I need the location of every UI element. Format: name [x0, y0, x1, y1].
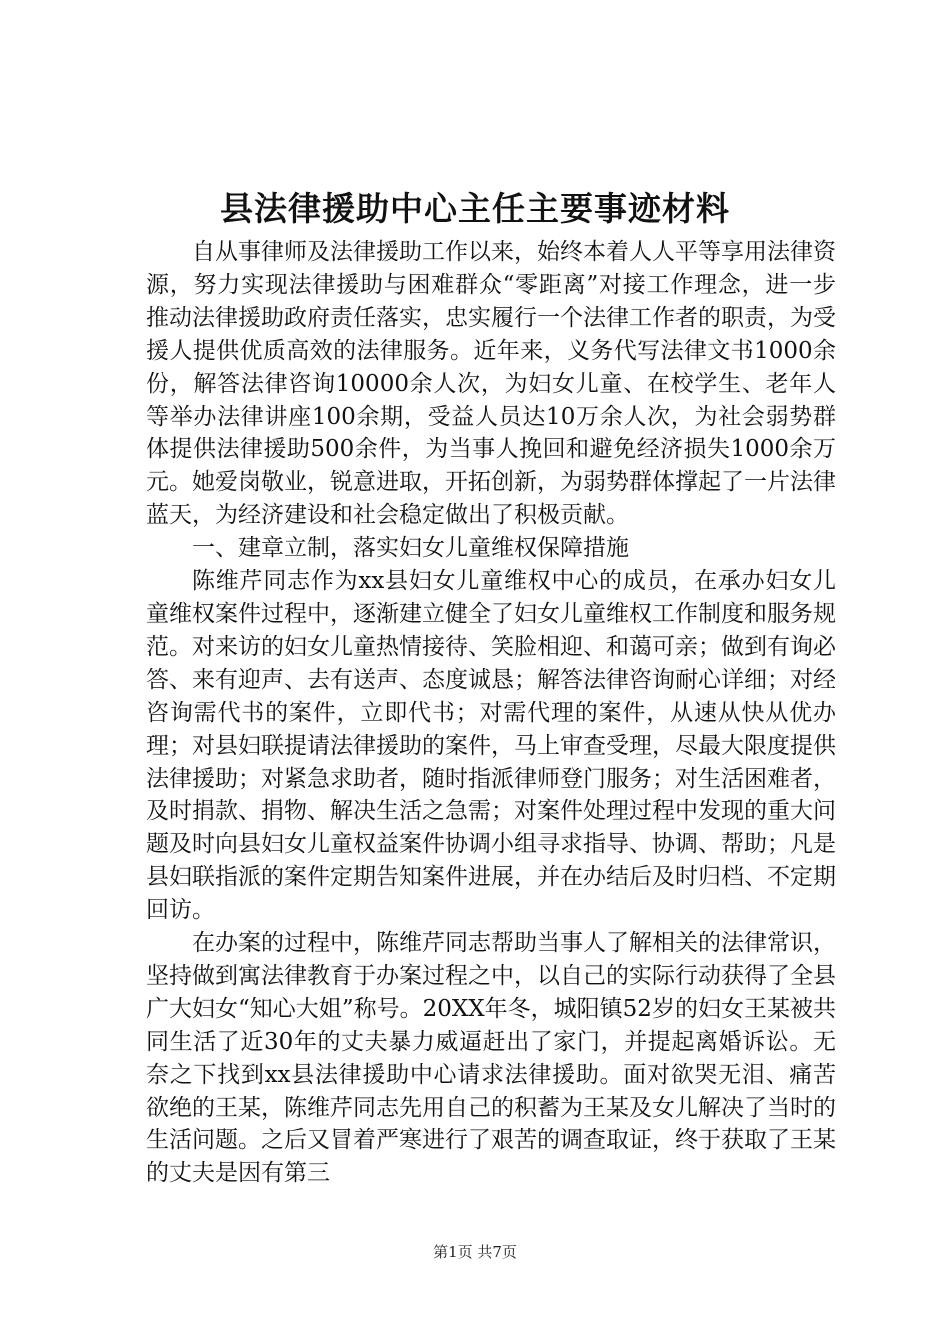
document-body [146, 236, 836, 1190]
section-paragraph: 陈维芹同志作为xx县妇女儿童维权中心的成员，在承办妇女儿童维权案件过程中，逐渐建立健全了妇女儿童维权工作制度和服务规范。对来访的妇女儿童热情接待、笑脸相迎、和蔼可亲；做到有询必答、来有迎声、去有送声、态度诚恳；解答法律咨询耐心详细；对经咨询需代书的案件，立即代书；对需代理的案件，从速从快从优办理；对县妇联提请法律援助的案件，马上审查受理，尽最大限度提供法律援助；对紧急求助者，随时指派律师登门服务；对生活困难者，及时捐款、捐物、解决生活之急需；对案件处理过程中发现的重大问题及时向县妇女儿童权益案件协调小组寻求指导、协调、帮助；凡是县妇联指派的案件定期告知案件进展，并在办结后及时归档、不定期回访。 [146, 568, 836, 924]
page-footer: 第1页 共7页 [433, 1243, 517, 1261]
document-title: 县法律援助中心主任主要事迹材料 [220, 189, 730, 228]
section-heading: 一、建章立制，落实妇女儿童维权保障措施 [192, 535, 629, 562]
case-paragraph: 在办案的过程中，陈维芹同志帮助当事人了解相关的法律常识，坚持做到寓法律教育于办案过程之中，以自己的实际行动获得了全县广大妇女“知心大姐”称号。20XX年冬，城阳镇52岁的妇女王某被共同生活了近30年的丈夫暴力威逼赶出了家门，并提起离婚诉讼。无奈之下找到xx县法律援助中心请求法律援助。面对欲哭无泪、痛苦欲绝的王某，陈维芹同志先用自己的积蓄为王某及女儿解决了当时的生活问题。之后又冒着严寒进行了艰苦的调查取证，终于获取了王某的丈夫是因有第三 [146, 930, 836, 1187]
intro-paragraph: 自从事律师及法律援助工作以来，始终本着人人平等享用法律资源，努力实现法律援助与困难群众“零距离”对接工作理念，进一步推动法律援助政府责任落实，忠实履行一个法律工作者的职责，为受援人提供优质高效的法律服务。近年来，义务代写法律文书1000余份，解答法律咨询10000余人次，为妇女儿童、在校学生、老年人等举办法律讲座100余期，受益人员达10万余人次，为社会弱势群体提供法律援助500余件，为当事人挽回和避免经济损失1000余万元。她爱岗敬业，锐意进取，开拓创新，为弱势群体撑起了一片法律蓝天，为经济建设和社会稳定做出了积极贡献。 [146, 239, 836, 529]
